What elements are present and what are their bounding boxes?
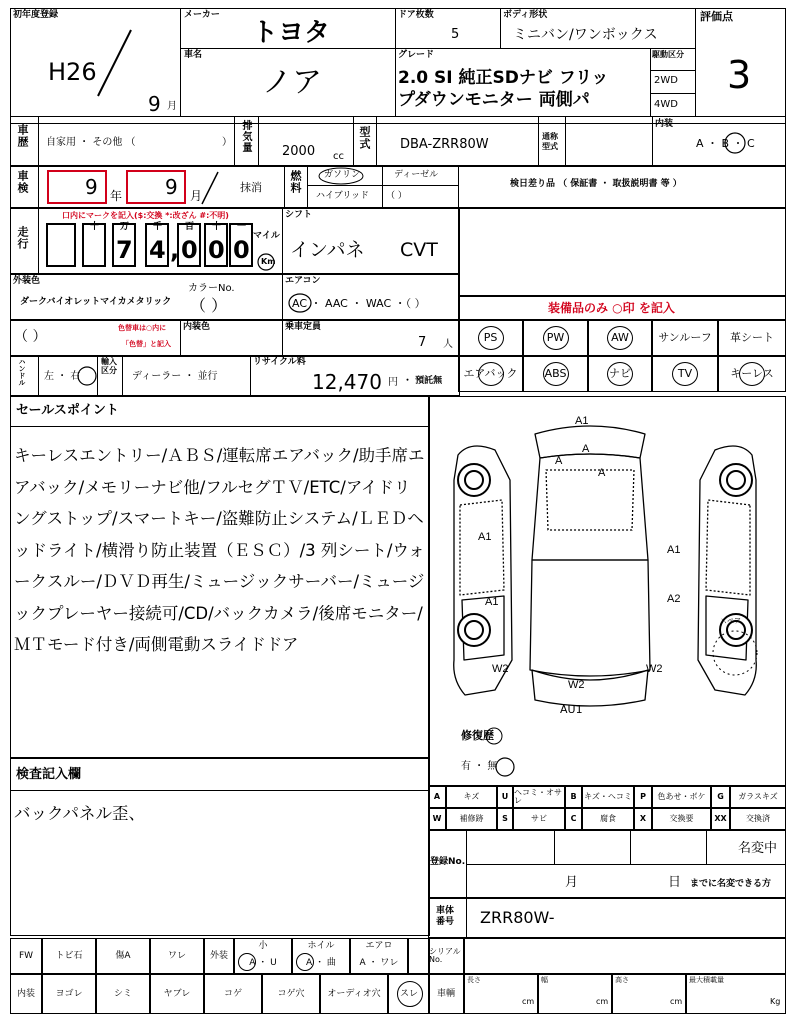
mileage-mark-box [46, 223, 76, 267]
maker-label: メーカー [184, 10, 220, 20]
fuel-gas: ガソリン [324, 170, 361, 180]
displacement-label: 排気量 [240, 120, 251, 153]
equipment-label: TV [677, 367, 693, 380]
import-label: 輸入区分 [101, 357, 117, 375]
interior-b-circle [723, 131, 747, 155]
int-item: シミ [96, 974, 150, 1014]
dims-unit: cm [596, 997, 609, 1006]
mileage-note: 口内にマークを記入($:交換 *:改ざん #:不明) [62, 211, 229, 220]
first-reg-slash [95, 28, 135, 98]
doors-value: 5 [451, 27, 460, 42]
model-label: 型式 [358, 126, 371, 150]
legend-cell: 交換要 [652, 808, 711, 830]
score-value: 3 [727, 53, 752, 97]
inspection-month: 9 [165, 175, 178, 199]
equipment-label: PW [546, 331, 565, 344]
mileage-comma: , [170, 236, 180, 264]
recycle-label: リサイクル料 [253, 357, 306, 367]
ext-a-circle [238, 953, 256, 971]
registration-month: 月 [565, 875, 579, 890]
damage-mark: A1 [485, 596, 499, 608]
displacement-value: 2000 [282, 144, 316, 159]
sales-title: セールスポイント [16, 403, 119, 418]
damage-mark: A1 [667, 544, 681, 556]
dims-unit: cm [522, 997, 535, 1006]
registration-deadline: までに名変できる方 [690, 879, 772, 889]
equipment-circle [478, 362, 504, 386]
int-item: コゲ [204, 974, 262, 1014]
body-value: ミニバン/ワンボックス [513, 27, 658, 43]
handle-value: 左 ・ 右 [44, 371, 81, 382]
aircon-value: AC ・ AAC ・ WAC ・（ ） [292, 297, 426, 310]
grade-label: グレード [398, 50, 435, 60]
fuel-other: （ ） [386, 191, 407, 201]
ext-head: ホイル [307, 941, 335, 951]
drive-4wd: 4WD [654, 99, 678, 110]
legend-cell: A [428, 786, 446, 808]
fw-item: 傷A [96, 938, 150, 974]
ext-a-circle [296, 953, 314, 971]
docs-area [458, 208, 786, 296]
capacity-label: 乗車定員 [285, 322, 322, 332]
repair-label: 修復歴 [461, 729, 494, 742]
inspect-notes-text: バックパネル歪、 [14, 804, 146, 823]
ext-head: エアロ [365, 941, 393, 951]
shift-label: シフト [285, 210, 313, 220]
sales-text: キーレスエントリー/ＡＢＳ/運転席エアバック/助手席エアバック/メモリーナビ他/フルセグＴＶ/ETC/アイドリングストップ/スマートキー/盗難防止システム/ＬＥＤヘッドライト/横滑り防止装置（ＥＳＣ）/3 列シート/ウォークスルー/ＤＶＤ再生/ミュージックサーバー/ミュージックプレーヤー接続可/CD/バックカメラ/後席モニター/ＭＴモード付き/両側電動スライドドア [14, 446, 425, 654]
equipment-label: PS [483, 331, 498, 344]
grade-line1: 2.0 SI 純正SDナビ フリッ [398, 68, 609, 88]
recycle-deposit: ・ 預託無 [403, 376, 443, 386]
serial-label: シリアルNo. [428, 938, 464, 974]
odometer-digit: 4 [149, 236, 166, 264]
color-change-note1: 色替車は○内に [118, 324, 167, 332]
repair-options: 有 ・ 無 [461, 761, 498, 772]
registration-label: 登録No. [430, 857, 466, 867]
interior-label: 内装 [655, 119, 674, 129]
first-reg-month-unit: 月 [167, 101, 177, 112]
handle-label: ハンドル [18, 358, 26, 386]
doors-label: ドア枚数 [398, 10, 434, 20]
legend-cell: ヘコミ・オサレ [513, 786, 565, 808]
damage-mark: W2 [568, 679, 585, 691]
odometer-digit-header: 十 [212, 222, 222, 232]
grade-line2: プダウンモニター 両側パ [398, 90, 590, 110]
legend-cell: W [428, 808, 446, 830]
drive-label: 駆動区分 [652, 50, 684, 59]
equipment-circle [607, 326, 633, 350]
dims-cell [538, 974, 612, 1014]
legend-cell: S [497, 808, 513, 830]
fuel-hybrid: ハイブリッド [316, 191, 370, 201]
color-no-label: カラーNo. [188, 283, 235, 294]
equipment-circle [478, 326, 504, 350]
fw-label: FW [10, 938, 42, 974]
equipment-label: AW [611, 331, 629, 344]
equipment-label: 革シート [730, 331, 774, 344]
odometer-digit: 7 [116, 236, 133, 264]
spare-label: スペア [720, 618, 741, 625]
legend-cell: 腐食 [582, 808, 634, 830]
dims-label-text: 幅 [541, 976, 548, 984]
equipment-circle [672, 362, 698, 386]
damage-mark: A [555, 455, 563, 467]
capacity-unit: 人 [443, 339, 453, 350]
damage-mark: A [582, 443, 590, 455]
recycle-value: 12,470 [312, 370, 382, 394]
odometer-digit: 0 [208, 236, 225, 264]
mileage-mile: マイル [253, 231, 280, 241]
equipment-circle [543, 362, 569, 386]
damage-mark: A1 [478, 531, 492, 543]
ext-value: A ・ 曲 [306, 958, 336, 968]
equipment-label: エアバック [463, 367, 518, 380]
legend-cell: XX [711, 808, 730, 830]
score-label: 評価点 [700, 10, 733, 23]
legend-cell: ガラスキズ [730, 786, 786, 808]
fuel-diesel: ディーゼル [394, 170, 439, 180]
int-item: コゲ穴 [262, 974, 320, 1014]
dims-unit: Kg [770, 997, 781, 1006]
dims-label-text: 最大積載量 [689, 976, 724, 984]
first-reg-month: 9 [148, 92, 161, 116]
equipment-circle [739, 362, 765, 386]
first-reg-label: 初年度登録 [13, 10, 59, 20]
ext-value: A ・ U [249, 958, 277, 968]
maker-value: トヨタ [252, 18, 331, 48]
registration-day: 日 [668, 875, 682, 890]
chassis-label: 車体番号 [436, 906, 455, 927]
inspection-year-box [47, 170, 107, 204]
inspection-slash [200, 170, 220, 206]
interior-grades: A ・ B ・ C [696, 137, 755, 150]
serial-value [464, 938, 786, 974]
km-circle [255, 252, 277, 272]
equipment-label: ナビ [609, 367, 631, 380]
name-value: ノア [262, 65, 322, 100]
odometer-digit-header: 百 [185, 222, 195, 232]
body-label: ボディ形状 [503, 10, 548, 20]
int-item: ヨゴレ [42, 974, 96, 1014]
odometer-digit: 0 [181, 236, 198, 264]
cc-unit: cc [333, 151, 344, 162]
equipment-circle [607, 362, 633, 386]
legend-cell: 交換済 [730, 808, 786, 830]
recycle-yen: 円 [388, 377, 398, 388]
docs-label: 検日差り品 （ 保証書 ・ 取扱説明書 等 ） [510, 179, 682, 189]
fw-item: ワレ [150, 938, 204, 974]
inspection-year-unit: 年 [110, 189, 123, 203]
inspect-notes-section [10, 758, 430, 936]
fuel-label: 燃料 [289, 170, 302, 194]
mileage-km: Km [261, 257, 276, 266]
int-item: オーディオ穴 [320, 974, 388, 1014]
equipment-circle [543, 326, 569, 350]
drive-2wd: 2WD [654, 75, 678, 86]
history-text: 自家用 ・ その他 （ [46, 137, 136, 148]
equipment-label: ABS [544, 367, 567, 380]
name-label: 車名 [184, 50, 203, 60]
model-value: DBA-ZRR80W [400, 137, 489, 152]
color-label: 外装色 [13, 276, 41, 286]
int-scratch-circle [397, 981, 423, 1007]
dims-label: 車輌 [428, 974, 464, 1014]
inspection-year: 9 [85, 175, 98, 199]
odometer-digit: 0 [233, 236, 250, 264]
ext-label: 外装 [204, 938, 234, 974]
inspection-cancelled: 抹消 [240, 181, 262, 194]
legend-cell: X [634, 808, 652, 830]
dims-label-text: 長さ [467, 976, 481, 984]
class-label: 通称型式 [542, 132, 558, 151]
import-value: ディーラー ・ 並行 [132, 371, 218, 382]
first-reg-year: H26 [48, 58, 97, 86]
handle-right-circle [76, 365, 98, 387]
mileage-label: 走行 [16, 226, 29, 250]
repair-none-circle [493, 755, 517, 779]
int-item: スレ [388, 974, 430, 1014]
capacity-value: 7 [418, 335, 427, 350]
history-close: ） [222, 137, 232, 148]
color-change-note2: 「色替」と記入 [122, 340, 171, 348]
legend-cell: サビ [513, 808, 565, 830]
damage-mark: A1 [575, 415, 589, 427]
legend-cell: キズ・ヘコミ [582, 786, 634, 808]
damage-mark: A2 [667, 593, 681, 605]
dims-label-text: 高さ [615, 976, 629, 984]
equipment-label: キーレス [730, 367, 774, 380]
legend-cell: U [497, 786, 513, 808]
aircon-label: エアコン [285, 276, 321, 286]
repair-label-circle [484, 726, 504, 746]
damage-au1: AU1 [560, 703, 583, 716]
legend-cell: B [565, 786, 582, 808]
capacity-section [10, 320, 460, 356]
legend-cell: キズ [446, 786, 497, 808]
int-item: ヤブレ [150, 974, 204, 1014]
legend-cell: 色あせ・ボケ [652, 786, 711, 808]
dims-unit: cm [670, 997, 683, 1006]
legend-cell: 補修跡 [446, 808, 497, 830]
shift-type: CVT [400, 239, 438, 261]
odometer-digit-header: 万 [120, 222, 130, 232]
inspection-label: 車検 [16, 170, 29, 194]
legend-cell: G [711, 786, 730, 808]
ext-value: A ・ ワレ [359, 958, 399, 968]
odometer-digit-header: 千 [153, 222, 163, 232]
inspect-notes-title: 検査記入欄 [16, 767, 82, 782]
ext-head: 小 [258, 941, 268, 951]
equipment-label: サンルーフ [658, 331, 712, 344]
shift-pos: インパネ [290, 239, 365, 261]
inspection-month-unit: 月 [190, 189, 203, 203]
ext-blank [408, 938, 430, 974]
interior-color-label: 内装色 [183, 322, 211, 332]
legend-cell: P [634, 786, 652, 808]
aircon-circle [287, 292, 313, 314]
chassis-value: ZRR80W- [480, 908, 555, 927]
odometer-digit-header: 一 [237, 222, 247, 232]
odometer-digit-header: 十 [90, 222, 100, 232]
color-change-paren: （ ） [14, 329, 47, 345]
fw-item: トビ石 [42, 938, 96, 974]
history-label: 車歴 [16, 124, 29, 148]
color-no: （ ） [190, 296, 228, 315]
car-diagram [440, 410, 770, 720]
color-name: ダークバイオレットマイカメタリック [20, 297, 172, 307]
int-label: 内装 [10, 974, 42, 1014]
legend-cell: C [565, 808, 582, 830]
damage-mark: W2 [492, 663, 509, 675]
name-change: 名変中 [738, 841, 778, 856]
fuel-gas-circle [316, 166, 366, 186]
damage-mark: A [598, 467, 606, 479]
damage-mark: W2 [646, 663, 663, 675]
equip-note: 装備品のみ ○印 を記入 [548, 301, 675, 315]
